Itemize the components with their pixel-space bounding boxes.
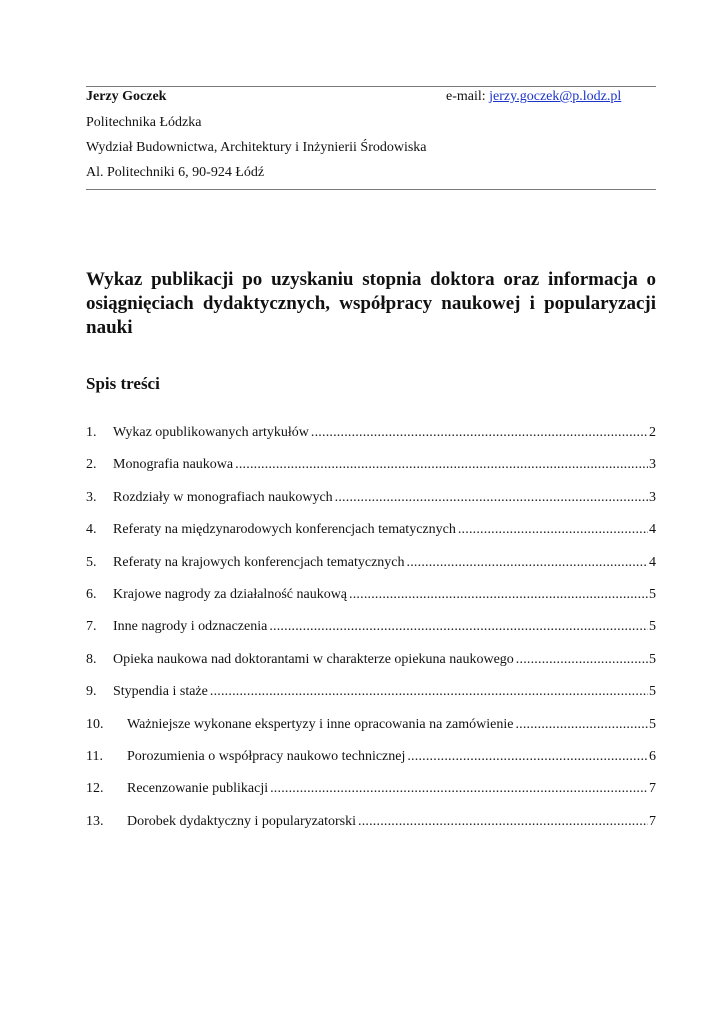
toc-item-number: 5. [86,554,97,570]
toc-item-label[interactable]: Porozumienia o współpracy naukowo technicznej [127,748,406,764]
table-of-contents [86,424,656,845]
toc-dot-leader [311,424,648,441]
toc-heading: Spis treści [86,374,160,393]
toc-item-page[interactable]: 7 [649,781,656,797]
toc-dot-leader [270,780,648,797]
toc-item-number: 8. [86,651,97,667]
toc-item-number: 7. [86,619,97,635]
toc-dot-leader [407,748,648,765]
toc-item-page[interactable]: 7 [649,813,656,829]
toc-item-page[interactable]: 5 [649,619,656,635]
toc-item-number: 12. [86,781,104,797]
author-name: Jerzy Goczek [86,89,167,104]
affiliation: Politechnika Łódzka [86,115,202,130]
toc-item[interactable] [86,618,656,650]
toc-dot-leader [269,618,648,635]
toc-item-page[interactable]: 4 [649,554,656,570]
toc-item-page[interactable]: 5 [649,651,656,667]
toc-item[interactable] [86,424,656,456]
toc-item-label[interactable]: Opieka naukowa nad doktorantami w charakterze opiekuna naukowego [113,651,514,667]
toc-item[interactable] [86,586,656,618]
toc-item[interactable] [86,748,656,780]
toc-item-number: 2. [86,457,97,473]
toc-item-label[interactable]: Dorobek dydaktyczny i popularyzatorski [127,813,356,829]
toc-item-number: 9. [86,684,97,700]
faculty: Wydział Budownictwa, Architektury i Inżynierii Środowiska [86,140,427,155]
document-title: Wykaz publikacji po uzyskaniu stopnia doktora oraz informacja o osiągnięciach dydaktycznych, współpracy naukowej i popularyzacji nauki [86,269,656,338]
toc-dot-leader [335,489,648,506]
toc-item-label[interactable]: Ważniejsze wykonane ekspertyzy i inne opracowania na zamówienie [127,716,514,732]
toc-item[interactable] [86,683,656,715]
email-label: e-mail: [446,89,490,104]
toc-dot-leader [515,716,648,733]
toc-item-label[interactable]: Monografia naukowa [113,457,234,473]
toc-dot-leader [349,586,648,603]
toc-dot-leader [235,456,648,473]
email-link[interactable]: jerzy.goczek@p.lodz.pl [489,89,622,104]
toc-item-number: 11. [86,748,103,764]
address: Al. Politechniki 6, 90-924 Łódź [86,165,265,180]
toc-item-page[interactable]: 5 [649,586,656,602]
toc-item[interactable] [86,651,656,683]
header-bottom-rule [86,189,656,190]
toc-item-label[interactable]: Recenzowanie publikacji [127,781,269,797]
toc-dot-leader [407,554,648,571]
toc-item-label[interactable]: Krajowe nagrody za działalność naukową [113,586,348,602]
toc-item[interactable] [86,716,656,748]
header-top-rule [86,86,656,87]
toc-item-label[interactable]: Wykaz opublikowanych artykułów [113,425,309,440]
toc-item-label[interactable]: Stypendia i staże [113,684,208,700]
toc-dot-leader [458,521,648,538]
toc-item-number: 13. [86,813,104,829]
toc-item[interactable] [86,554,656,586]
toc-item[interactable] [86,521,656,553]
toc-item-label[interactable]: Referaty na krajowych konferencjach tematycznych [113,554,405,570]
toc-item[interactable] [86,456,656,488]
toc-item-label[interactable]: Inne nagrody i odznaczenia [113,619,268,635]
toc-item-page[interactable]: 3 [649,489,656,505]
toc-item-label[interactable]: Rozdziały w monografiach naukowych [113,489,333,505]
toc-item[interactable] [86,489,656,521]
email-block [446,88,621,105]
toc-item-label[interactable]: Referaty na międzynarodowych konferencjach tematycznych [113,522,456,538]
toc-item[interactable] [86,780,656,812]
toc-item-number: 4. [86,522,97,538]
toc-item[interactable] [86,813,656,845]
toc-dot-leader [358,813,648,830]
toc-dot-leader [516,651,648,668]
toc-item-page[interactable]: 4 [649,522,656,538]
toc-item-page[interactable]: 3 [649,457,656,473]
toc-dot-leader [210,683,648,700]
toc-item-number: 1. [86,425,97,440]
toc-item-number: 3. [86,489,97,505]
toc-item-page[interactable]: 6 [649,748,656,764]
toc-item-page[interactable]: 5 [649,716,656,732]
toc-item-number: 10. [86,716,104,732]
toc-item-page[interactable]: 5 [649,684,656,700]
toc-item-page[interactable]: 2 [649,425,656,440]
toc-item-number: 6. [86,586,97,602]
